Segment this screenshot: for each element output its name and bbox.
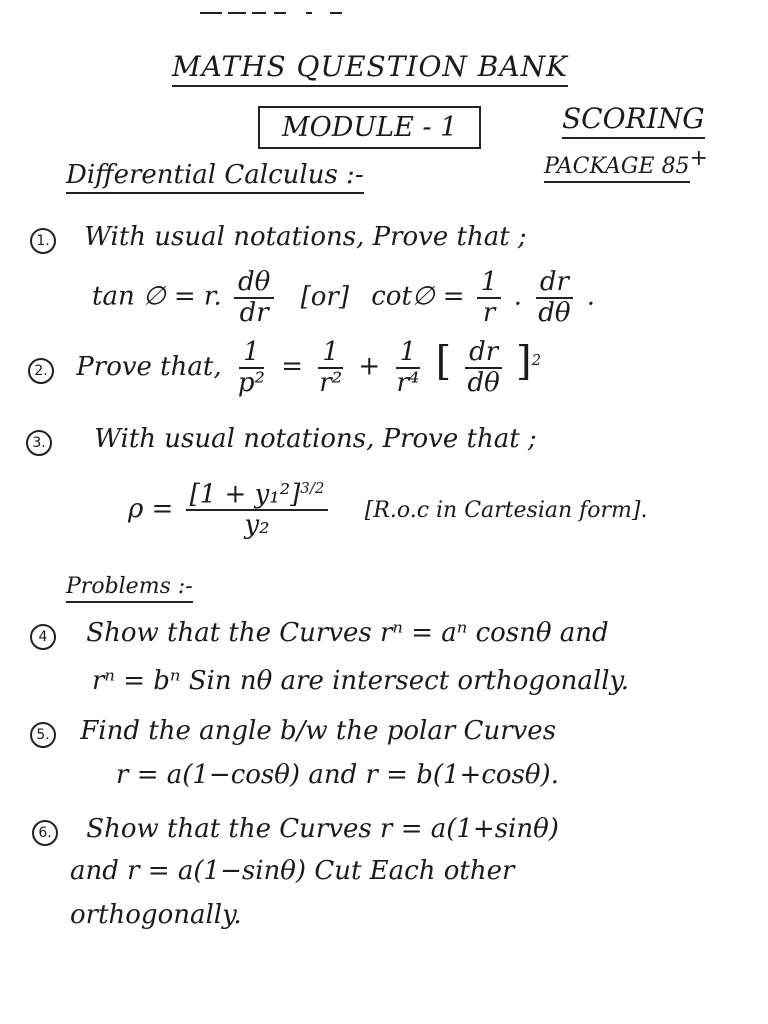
problems-title-text: Problems :- <box>66 574 193 603</box>
section-title <box>66 160 364 190</box>
fraction <box>534 268 574 327</box>
or-text: [or] <box>300 281 349 312</box>
fraction-num: dθ <box>234 268 274 299</box>
question-4-line2: rⁿ = bⁿ Sin nθ are intersect orthogonally. <box>92 666 630 696</box>
fraction-num: 1 <box>396 338 421 369</box>
dot: . <box>513 281 522 312</box>
problems-title <box>66 574 193 599</box>
fraction <box>186 480 329 540</box>
question-text: With usual notations, Prove that ; <box>94 424 537 454</box>
question-lead: Prove that, <box>76 351 222 382</box>
question-number: 5. <box>30 722 56 748</box>
fraction-den: r <box>482 297 496 328</box>
fraction-den: r² <box>319 367 343 398</box>
question-number: 3. <box>26 430 52 456</box>
fraction-num-expr: [1 + y₁²] <box>189 479 301 510</box>
question-number: 2. <box>28 358 54 384</box>
fraction-den: r⁴ <box>396 367 420 398</box>
equals: = <box>281 351 303 382</box>
fraction <box>463 338 503 397</box>
fraction-den: dθ <box>467 367 500 398</box>
fraction-num <box>186 480 329 511</box>
question-number: 1. <box>30 228 56 254</box>
scoring-label: SCORING <box>562 102 705 139</box>
question-number: 4 <box>30 624 56 650</box>
rho-expr: ρ = <box>128 493 174 524</box>
tan-expr: tan ∅ = r. <box>92 281 222 312</box>
end-dot: . <box>586 281 596 312</box>
fraction <box>477 268 502 327</box>
power: 2 <box>531 350 542 369</box>
question-1-formula <box>92 268 595 327</box>
fraction-den: dr <box>239 297 269 328</box>
question-5 <box>30 716 556 748</box>
fraction-den: y₂ <box>244 510 270 541</box>
fraction-den: dθ <box>538 297 571 328</box>
question-6-line3: orthogonally. <box>70 900 242 930</box>
bracket-close: ] <box>516 338 532 385</box>
fraction-num: 1 <box>318 338 343 369</box>
cot-expr: cot∅ = <box>371 281 465 312</box>
question-text: Find the angle b/w the polar Curves <box>80 716 557 746</box>
fraction-num: dr <box>465 338 502 369</box>
bracket-open: [ <box>435 338 452 385</box>
exponent: 3/2 <box>300 479 325 497</box>
fraction-num: 1 <box>477 268 502 299</box>
question-text: Show that the Curves rⁿ = aⁿ cosnθ and <box>86 618 609 648</box>
question-6-line2: and r = a(1−sinθ) Cut Each other <box>70 856 515 886</box>
question-3 <box>26 424 537 456</box>
fraction-num: 1 <box>239 338 264 369</box>
section-title-text: Differential Calculus :- <box>66 160 364 194</box>
question-2 <box>28 338 541 397</box>
note: [R.o.c in Cartesian form]. <box>364 497 648 523</box>
page-title: MATHS QUESTION BANK <box>172 50 568 87</box>
package-sup: + <box>689 146 708 171</box>
fraction <box>234 338 269 397</box>
question-5-line2: r = a(1−cosθ) and r = b(1+cosθ). <box>116 760 559 790</box>
question-number: 6. <box>32 820 58 846</box>
fraction <box>234 268 274 327</box>
fraction <box>392 338 423 397</box>
question-4 <box>30 618 609 650</box>
plus: + <box>358 351 381 382</box>
fraction-den: p² <box>237 367 265 398</box>
package-label <box>544 146 708 179</box>
fraction <box>315 338 346 397</box>
question-6 <box>32 814 559 846</box>
question-1 <box>30 222 527 254</box>
question-text: Show that the Curves r = a(1+sinθ) <box>86 814 559 844</box>
question-3-formula <box>128 480 647 540</box>
fraction-num: dr <box>536 268 573 299</box>
module-box: MODULE - 1 <box>258 106 481 149</box>
question-text: With usual notations, Prove that ; <box>84 222 527 252</box>
package-text: PACKAGE 85 <box>544 154 690 183</box>
